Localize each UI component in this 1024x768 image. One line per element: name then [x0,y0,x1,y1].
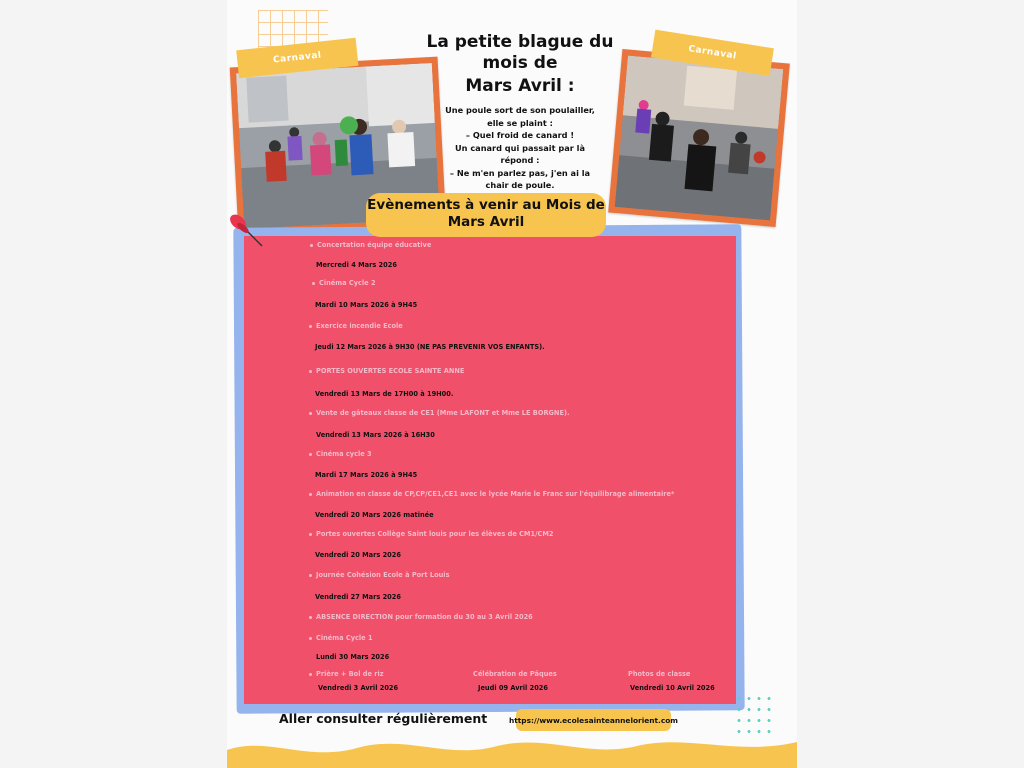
bullet-icon [312,282,315,285]
push-pin-icon [226,210,266,250]
event-date: Vendredi 20 Mars 2026 matinée [315,511,434,519]
bullet-icon [309,637,312,640]
event-label [309,530,553,538]
event-label-text: Prière + Bol de riz [316,670,384,678]
tape-text: Carnaval [272,50,323,66]
joke-line: Un canard qui passait par là [455,142,585,153]
event-label-text: Exercice incendie Ecole [316,322,403,330]
events-title-line-1: Evènements à venir au Mois de [367,197,605,213]
event-label-text: Portes ouvertes Collège Saint louis pour les élèves de CM1/CM2 [316,530,554,538]
event-label [309,613,533,621]
event-date: Lundi 30 Mars 2026 [316,653,390,661]
bullet-icon [309,325,312,328]
event-date: Vendredi 10 Avril 2026 [630,684,715,692]
photo-carnaval-right [608,44,790,227]
event-date: Vendredi 13 Mars 2026 à 16H30 [316,431,435,439]
event-label [309,571,450,579]
event-date: Jeudi 09 Avril 2026 [478,684,548,692]
event-label-text: Cinéma Cycle 1 [316,634,373,642]
event-label: Photos de classe [628,670,691,678]
joke-line: – Quel froid de canard ! [465,130,575,140]
event-label [309,634,373,642]
event-label: Célébration de Pâques [473,670,557,678]
event-date: Vendredi 3 Avril 2026 [318,684,399,692]
website-url[interactable]: https://www.ecolesainteannelorient.com [508,715,679,725]
joke-line: répond : [500,155,540,165]
joke-text [440,104,600,192]
event-label-text: Animation en classe de CP,CP/CE1,CE1 avec le lycée Marie le Franc sur l'équilibrage alimentaire* [316,490,675,498]
event-date: Mercredi 4 Mars 2026 [316,261,397,269]
event-label-text: PORTES OUVERTES ECOLE SAINTE ANNE [316,367,465,375]
event-label [312,279,376,287]
website-link[interactable] [508,709,679,731]
joke-line: Une poule sort de son poulailler, [445,105,595,115]
joke-headline [405,32,635,97]
event-label-text: Concertation équipe éducative [317,241,432,249]
tape-text: Carnaval [687,44,738,62]
headline-line-3: Mars Avril : [465,76,575,96]
bullet-icon [309,574,312,577]
joke-line: – Ne m'en parlez pas, j'en ai la [449,167,591,178]
bullet-icon [309,412,312,415]
event-date: Mardi 17 Mars 2026 à 9H45 [315,471,418,479]
wave-decoration [227,732,797,768]
event-date: Vendredi 27 Mars 2026 [315,593,401,601]
events-title [366,193,606,237]
bullet-icon [309,493,312,496]
event-date: Vendredi 20 Mars 2026 [315,551,401,559]
bullet-icon [309,370,312,373]
carnaval-photo-image [615,55,784,220]
event-label [309,490,674,498]
consult-text: Aller consulter régulièrement [279,711,488,726]
event-label [309,367,464,375]
bullet-icon [309,533,312,536]
joke-line: chair de poule. [485,180,555,190]
event-date: Mardi 10 Mars 2026 à 9H45 [315,301,418,309]
event-label-text: ABSENCE DIRECTION pour formation du 30 au 3 Avril 2026 [316,613,533,621]
joke-line: elle se plaint : [487,117,553,128]
event-label [310,241,431,249]
bullet-icon [309,616,312,619]
headline-line-1: La petite blague du [426,32,614,52]
event-label-text: Journée Cohésion Ecole à Port Louis [316,571,450,579]
bullet-icon [309,453,312,456]
headline-line-2: mois de [482,53,558,73]
event-label-text: Cinéma cycle 3 [316,450,372,458]
events-title-line-2: Mars Avril [447,214,525,230]
event-date: Jeudi 12 Mars 2026 à 9H30 (NE PAS PREVENIR VOS ENFANTS). [315,343,545,351]
event-label-text: Vente de gâteaux classe de CE1 (Mme LAFONT et Mme LE BORGNE). [316,409,570,417]
bullet-icon [309,673,312,676]
event-label [309,450,372,458]
bullet-icon [310,244,313,247]
event-date: Vendredi 13 Mars de 17H00 à 19H00. [315,390,454,398]
event-label-text: Cinéma Cycle 2 [319,279,376,287]
event-label [309,670,384,678]
event-label [309,409,569,417]
event-label [309,322,403,330]
